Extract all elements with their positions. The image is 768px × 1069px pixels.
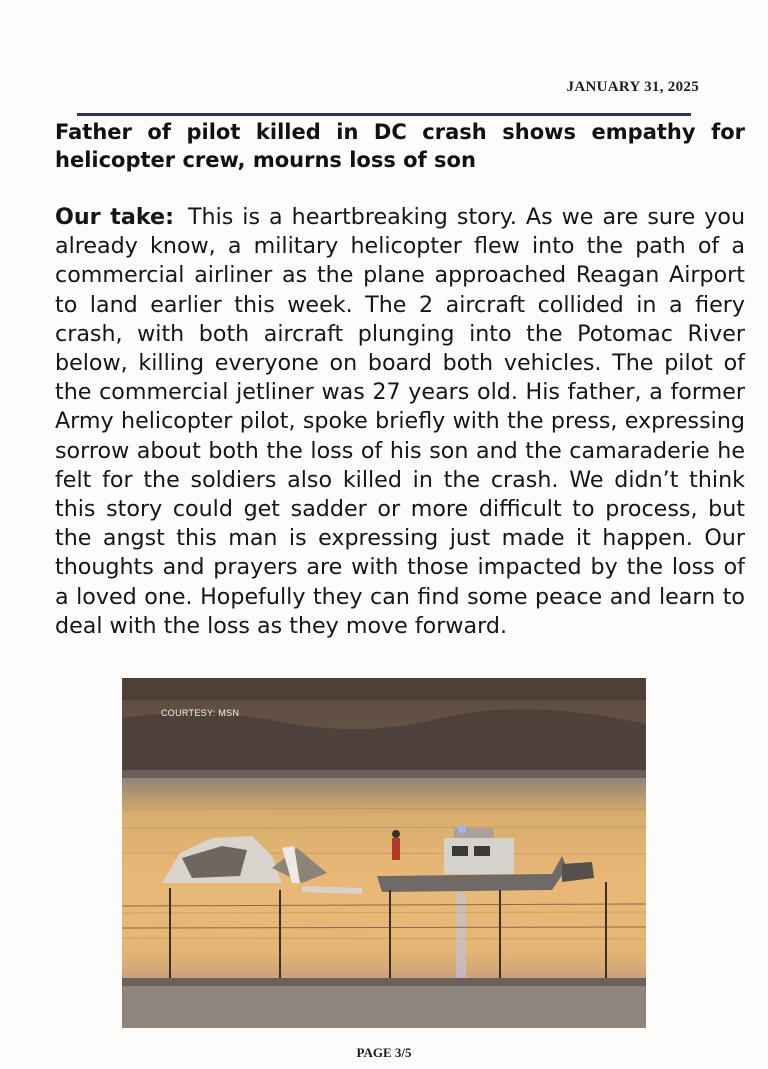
photo-credit: COURTESY: MSN bbox=[161, 708, 240, 718]
our-take-label: Our take: bbox=[55, 204, 174, 230]
page-number: PAGE 3/5 bbox=[356, 1045, 412, 1060]
header-divider bbox=[77, 113, 691, 116]
article-headline: Father of pilot killed in DC crash shows empathy for helicopter crew, mourns loss of son bbox=[55, 120, 745, 172]
publication-date: JANUARY 31, 2025 bbox=[566, 79, 699, 95]
article-body bbox=[55, 203, 745, 641]
article-body-text: This is a heartbreaking story. As we are sure you already know, a military helicopter flew into the path of a commercial airliner as the plane approached Reagan Airport to land earlier this week. The 2 aircraft collided in a fiery crash, with both aircraft plunging into the Potomac River below, killing everyone on board both vehicles. The pilot of the commercial jetliner was 27 years old. His father, a former Army helicopter pilot, spoke briefly with the press, expressing sorrow about both the loss of his son and the camaraderie he felt for the soldiers also killed in the crash. We didn’t think this story could get sadder or more difficult to process, but the angst this man is expressing just made it happen. Our thoughts and prayers are with those impacted by the loss of a loved one. Hopefully they can find some peace and learn to deal with the loss as they move forward. bbox=[55, 204, 746, 639]
crash-site-photo bbox=[122, 678, 646, 1028]
